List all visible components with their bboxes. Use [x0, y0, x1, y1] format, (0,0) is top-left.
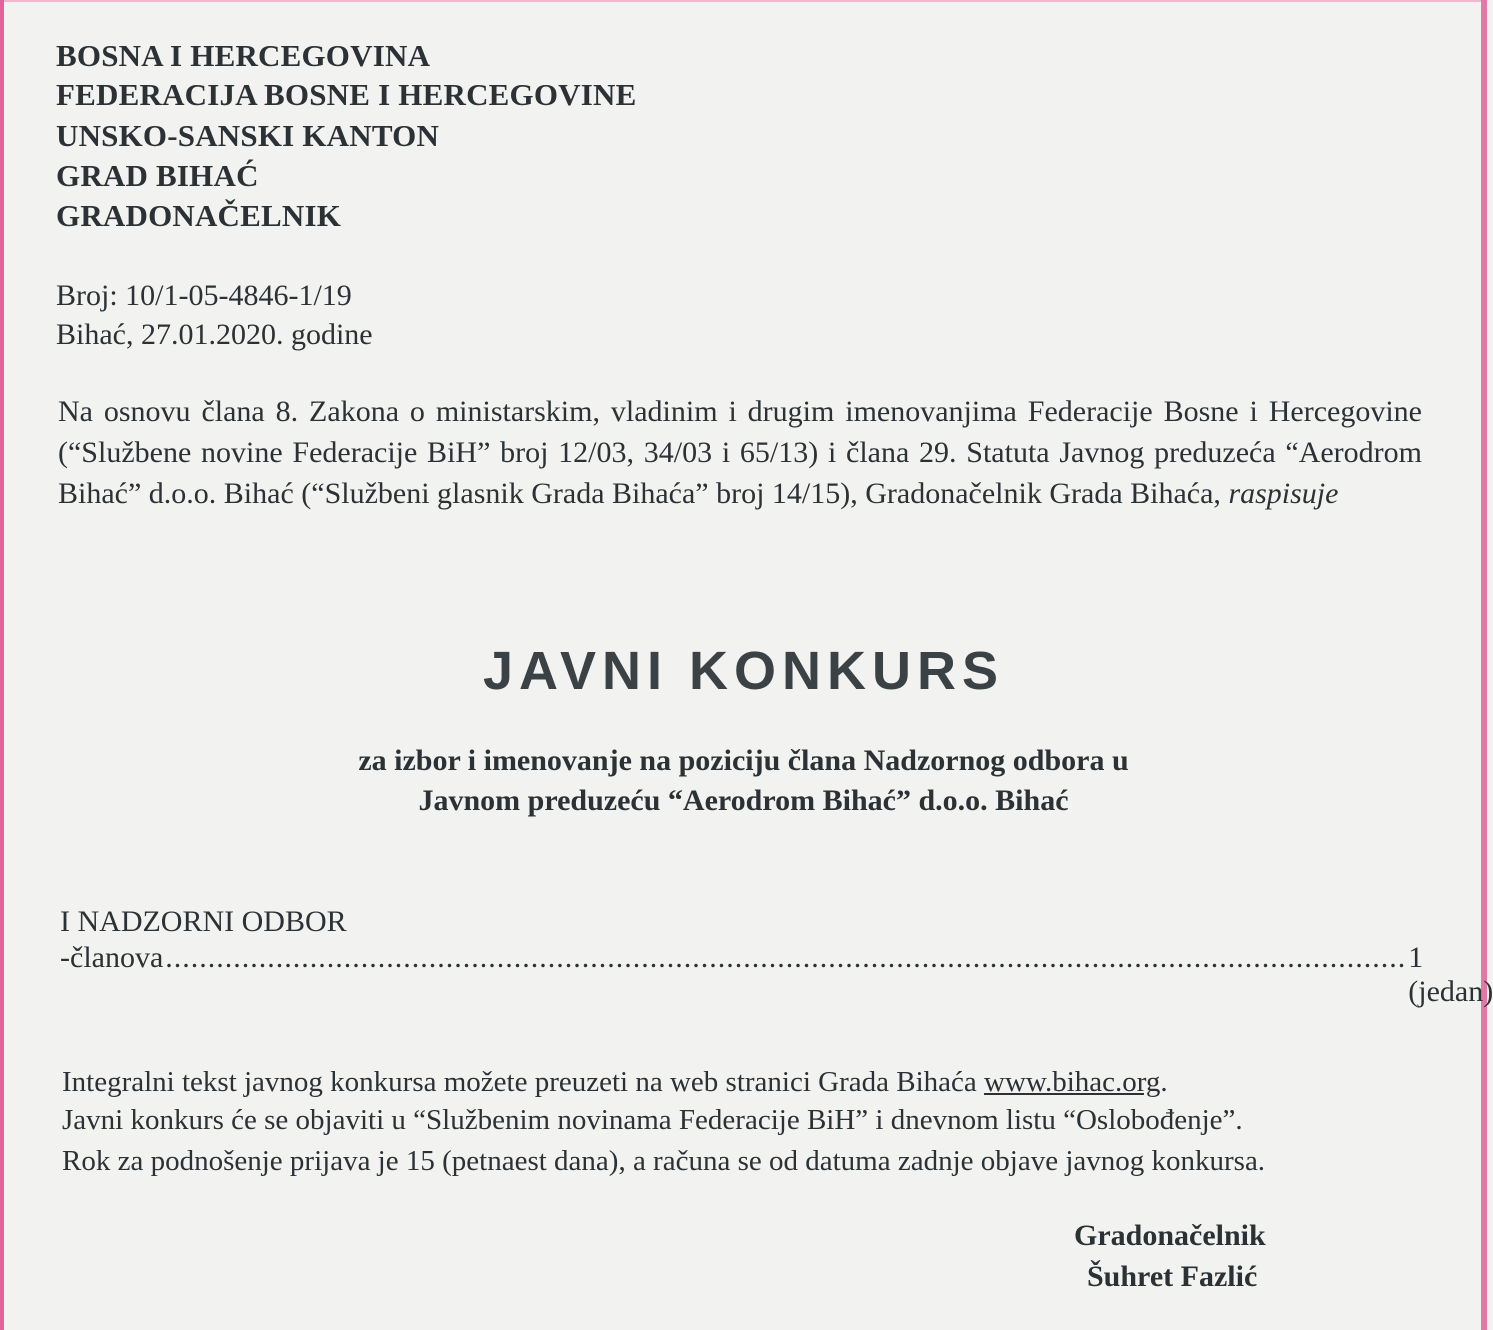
header-federation: FEDERACIJA BOSNE I HERCEGOVINE	[56, 77, 637, 112]
subtitle-line-2: Javnom preduzeću “Aerodrom Bihać” d.o.o. Bihać	[418, 784, 1069, 817]
section-heading: I NADZORNI ODBOR	[60, 905, 347, 938]
intro-text: Na osnovu člana 8. Zakona o ministarskim, vladinim i drugim imenovanjima Federacije Bosne i Hercegovine (“Službene novine Federacije BiH” broj 12/03, 34/03 i 65/13) i člana 29. Statuta Javnog preduzeća “Aerodrom Bihać” d.o.o. Bihać (“Službeni glasnik Grada Bihaća” broj 14/15), Gradonačelnik Grada Bihaća,	[58, 395, 1422, 510]
header-canton: UNSKO-SANSKI KANTON	[56, 118, 440, 153]
page-border-top	[0, 0, 1487, 2]
subtitle-line-1: za izbor i imenovanje na poziciju člana Nadzornog odbora u	[358, 744, 1129, 777]
website-link[interactable]: www.bihac.org	[984, 1066, 1161, 1098]
closing-line-1	[62, 1066, 1168, 1099]
list-item	[60, 941, 1493, 1009]
closing-line-2: Javni konkurs će se objaviti u “Službenim novinama Federacije BiH” i dnevnom listu “Oslobođenje”.	[62, 1104, 1243, 1136]
signature-title: Gradonačelnik	[1074, 1219, 1266, 1252]
list-item-value: 1 (jedan)	[1408, 941, 1493, 1008]
header-office: GRADONAČELNIK	[56, 198, 342, 233]
page-title: JAVNI KONKURS	[482, 641, 1005, 701]
header-country: BOSNA I HERCEGOVINA	[56, 38, 431, 73]
header-city: GRAD BIHAĆ	[56, 158, 259, 193]
intro-paragraph	[58, 391, 1422, 514]
list-item-label: članova	[70, 941, 164, 974]
closing-line-1-text: Integralni tekst javnog konkursa možete preuzeti na web stranici Grada Bihaća	[62, 1066, 985, 1098]
document-number: Broj: 10/1-05-4846-1/19	[56, 279, 352, 312]
list-bullet: -	[60, 941, 70, 974]
closing-line-1-end: .	[1160, 1066, 1168, 1098]
signature-name: Šuhret Fazlić	[1087, 1260, 1258, 1293]
intro-emphasis: raspisuje	[1228, 477, 1339, 510]
document-date: Bihać, 27.01.2020. godine	[56, 318, 373, 351]
dot-leader: ..................................................................................................................................................	[165, 941, 1407, 974]
closing-line-3: Rok za podnošenje prijava je 15 (petnaest dana), a računa se od datuma zadnje objave javnog konkursa.	[62, 1145, 1266, 1177]
